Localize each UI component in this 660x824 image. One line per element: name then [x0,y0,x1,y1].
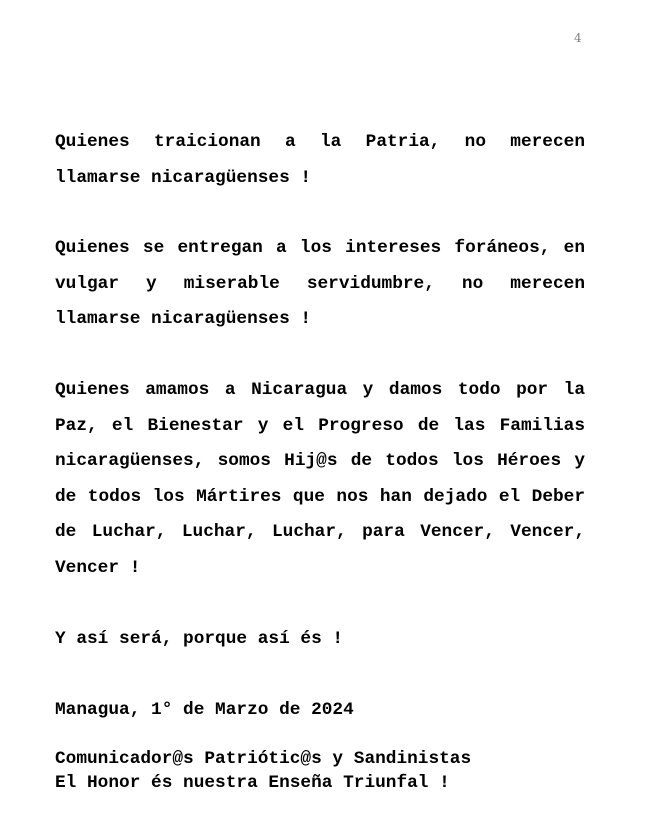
signature-line-1: Comunicador@s Patriótic@s y Sandinistas [55,749,472,769]
signature-block [55,747,595,795]
place-and-date: Managua, 1° de Marzo de 2024 [55,700,354,720]
signature-line-2: El Honor és nuestra Enseña Triunfal ! [55,773,450,793]
paragraph-foreign-interests: Quienes se entregan a los intereses foráneos, en vulgar y miserable servidumbre, no merecen llamarse nicaragüenses ! [55,238,585,329]
paragraph-traitors: Quienes traicionan a la Patria, no merecen llamarse nicaragüenses ! [55,132,585,188]
paragraph-love-nicaragua: Quienes amamos a Nicaragua y damos todo por la Paz, el Bienestar y el Progreso de las Familias nicaragüenses, somos Hij@s de todos los Héroes y de todos los Mártires que nos han dejado el Deber de Luchar, Luchar, Luchar, para Vencer, Vencer, Vencer ! [55,380,585,578]
paragraph-so-it-will-be: Y así será, porque así és ! [55,629,344,649]
page-number: 4 [574,31,582,45]
